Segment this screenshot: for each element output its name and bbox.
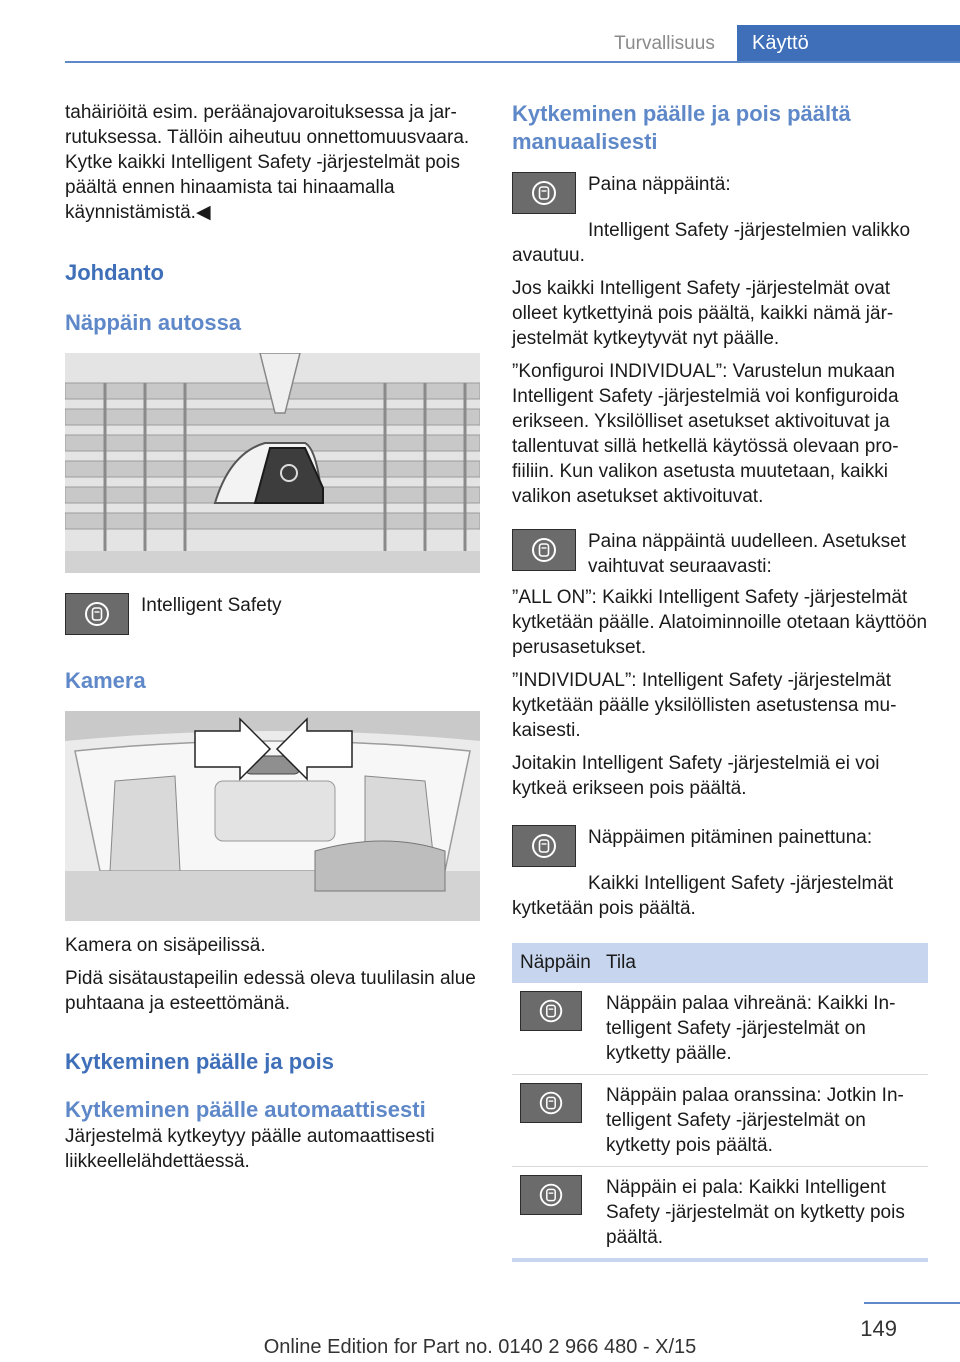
- col-header-state: Tila: [598, 943, 928, 983]
- state-text: Näppäin ei pala: Kaikki Intelligent Safety -järjestelmät on kytketty pois päältä.: [598, 1167, 928, 1261]
- car-shield-icon: [529, 831, 559, 861]
- press-again-label: Paina näppäintä uudelleen. Asetukset vaihtuvat seuraavasti:: [588, 531, 906, 577]
- car-shield-icon: [537, 1089, 565, 1117]
- some-systems-text: Joitakin Intelligent Safety -järjestelmiä ei voi kytkeä erikseen pois päältä.: [512, 753, 880, 799]
- car-shield-icon: [529, 178, 559, 208]
- press-again-button-icon: [512, 529, 576, 571]
- car-shield-icon: [537, 1181, 565, 1209]
- footer-rule: [864, 1302, 960, 1304]
- intelligent-safety-caption: Intelligent Safety: [141, 595, 282, 616]
- orange-key-icon: [520, 1083, 582, 1123]
- intelligent-safety-button-icon: [65, 593, 129, 635]
- intelligent-safety-key: [65, 593, 480, 635]
- key-state-table: [512, 943, 928, 1262]
- header-section-tab[interactable]: Turvallisuus: [614, 33, 715, 54]
- heading-kytkeminen: Kytkeminen päälle ja pois: [65, 1049, 334, 1074]
- hold-key-step: [512, 825, 928, 867]
- kamera-clean-text: Pidä sisätaustapeilin edessä oleva tuulilasin alue puhtaana ja esteettömänä.: [65, 968, 476, 1014]
- car-shield-icon: [537, 997, 565, 1025]
- header-rule: [65, 61, 960, 63]
- heading-kamera: Kamera: [65, 668, 146, 693]
- car-shield-icon: [529, 535, 559, 565]
- all-on-text: ”ALL ON”: Kaikki Intelligent Safety -järjestelmät kytketään päälle. Alatoiminnoille otetaan käyttöön perusasetukset.: [512, 587, 928, 658]
- page-number: 149: [860, 1316, 897, 1341]
- press-key-result: Intelligent Safety -järjestelmien valikko avautuu.: [512, 220, 911, 266]
- table-row: [512, 983, 928, 1075]
- off-key-icon: [520, 1175, 582, 1215]
- col-header-key: Näppäin: [512, 943, 598, 983]
- heading-johdanto: Johdanto: [65, 260, 164, 285]
- hold-button-icon: [512, 825, 576, 867]
- automatic-text: Järjestelmä kytkeytyy päälle automaattisesti liikkeellelähdettäessä.: [65, 1126, 435, 1172]
- left-column: [65, 100, 480, 1182]
- intro-paragraph: tahäiriöitä esim. peräänajovaroituksessa ja jarrutuksessa. Tällöin aiheutuu onnettomuusvaara. Kytke kaikki Intelligent Safety -järjestelmät pois päältä ennen hinaamista tai hinaamalla käynnistämistä.◀: [65, 102, 470, 223]
- kamera-location-text: Kamera on sisäpeilissä.: [65, 935, 266, 956]
- button-in-car-photo: [65, 353, 480, 573]
- heading-manual: Kytkeminen päälle ja pois päältä manuaalisesti: [512, 101, 851, 154]
- individual-config-text: ”Konfiguroi INDIVIDUAL”: Varustelun mukaan Intelligent Safety -järjestelmiä voi konfiguroida erikseen. Yksilölliset asetukset aktivoituvat ja tallentuvat sillä hetkellä käytössä olevaan profiiliin. Kun valikon asetusta muutetaan, kaikki valikon asetukset aktivoituvat.: [512, 361, 899, 507]
- press-button-icon: [512, 172, 576, 214]
- state-text: Näppäin palaa vihreänä: Kaikki Intelligent Safety -järjestelmät on kytketty päälle.: [598, 983, 928, 1075]
- table-row: [512, 1075, 928, 1167]
- edition-text: Online Edition for Part no. 0140 2 966 480 - X/15: [263, 1336, 697, 1358]
- state-text: Näppäin palaa oranssina: Jotkin Intelligent Safety -järjestelmät on kytketty pois päältä.: [598, 1075, 928, 1167]
- heading-nappain-autossa: Näppäin autossa: [65, 310, 242, 335]
- hold-key-label: Näppäimen pitäminen painettuna:: [588, 827, 873, 848]
- header-active-tab[interactable]: Käyttö: [737, 25, 960, 63]
- table-row: [512, 1167, 928, 1261]
- car-shield-icon: [82, 599, 112, 629]
- all-off-text: Jos kaikki Intelligent Safety -järjestelmät ovat olleet kytkettyinä pois päältä, kaikki nämä järjestelmät kytkeytyvät nyt päälle.: [512, 278, 894, 349]
- press-again-step: [512, 529, 928, 579]
- press-key-label: Paina näppäintä:: [588, 174, 731, 195]
- heading-automaattisesti: Kytkeminen päälle automaattisesti: [65, 1097, 426, 1122]
- individual-text: ”INDIVIDUAL”: Intelligent Safety -järjestelmät kytketään päälle yksilöllisten asetustensa mukaisesti.: [512, 670, 897, 741]
- camera-interior-photo: [65, 711, 480, 921]
- green-key-icon: [520, 991, 582, 1031]
- hold-key-result: Kaikki Intelligent Safety -järjestelmät kytketään pois päältä.: [512, 873, 894, 919]
- press-key-step: [512, 172, 928, 214]
- right-column: [512, 100, 928, 1262]
